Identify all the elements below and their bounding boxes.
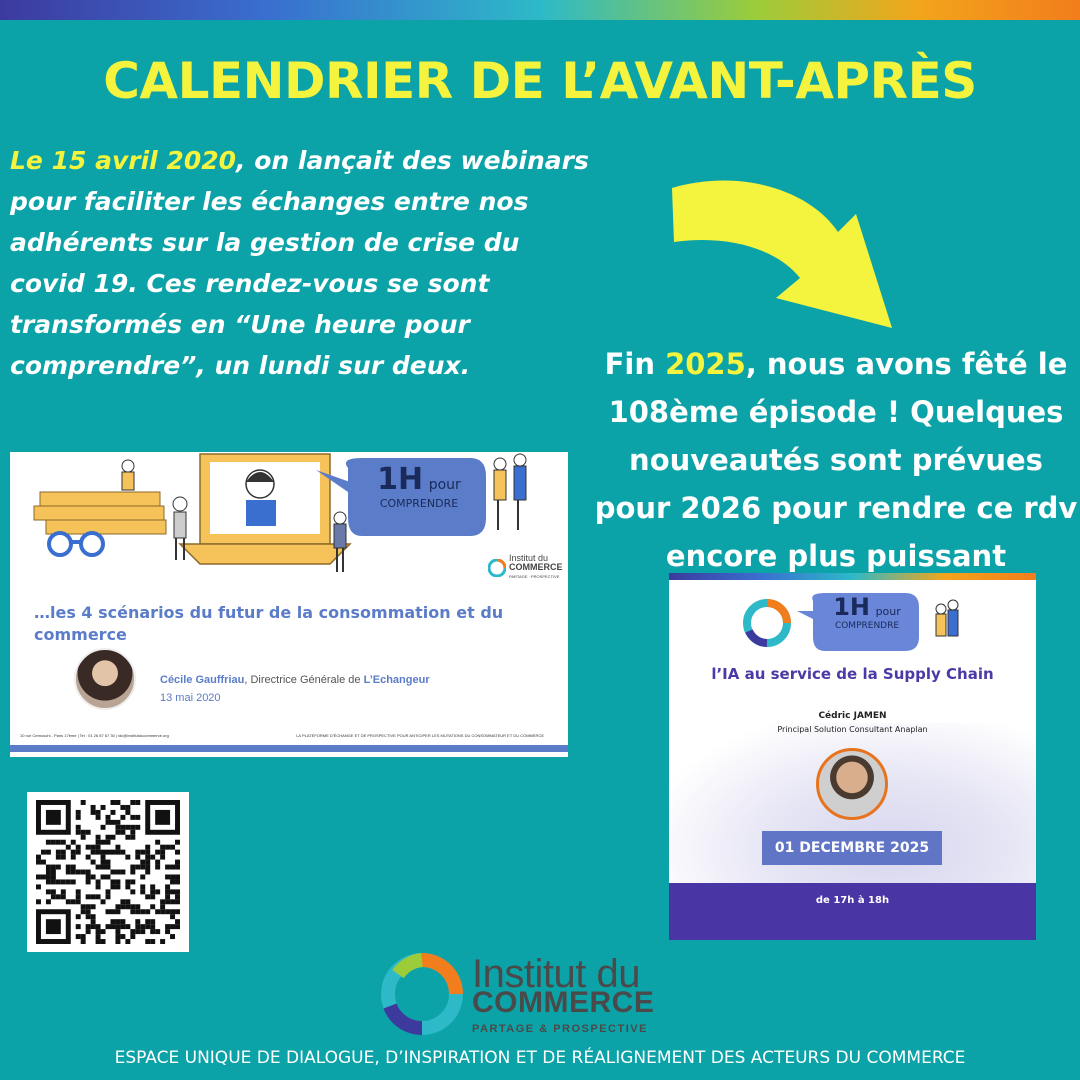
intro-date: Le 15 avril 2020 [10,146,237,175]
one-hour-badge [360,462,478,510]
intro-paragraph [10,140,600,386]
update-prefix: Fin [604,347,666,381]
speaker-name: Cécile Gauffriau [160,674,245,686]
slide-logo-line3: PARTAGE · PROSPECTIVE [509,574,560,579]
logo-line3: PARTAGE & PROSPECTIVE [472,1023,648,1035]
card-one-hour-badge [815,593,919,631]
arrow-icon [660,170,900,340]
card-speaker-photo [816,748,888,820]
tagline: ESPACE UNIQUE DE DIALOGUE, D’INSPIRATION ET DE RÉALIGNEMENT DES ACTEURS DU COMMERCE [114,1048,966,1068]
speaker-role: , Directrice Générale de [244,674,364,686]
card-title: l’IA au service de la Supply Chain [711,665,994,683]
speaker-company: L’Echangeur [363,674,430,686]
update-paragraph [592,340,1080,580]
card-time: de 17h à 18h [815,895,890,906]
slide-footer-right: LA PLATEFORME D’ÉCHANGE ET DE PROSPECTIVE POUR ANTICIPER LES MUTATIONS DU CONSOMMATEUR ET DU COMMERCE [296,733,544,738]
card-speaker-role: Principal Solution Consultant Anaplan [777,725,928,734]
event-card-2025 [669,573,1036,940]
slide-bottom-bar [10,745,568,752]
slide-logo-line2: COMMERCE [509,562,563,572]
logo-line1: Institut du [472,952,640,996]
qr-code-pattern [35,800,181,944]
update-year: 2025 [665,347,746,381]
slide-footer-left: 10 rue Cernuschi - Paris 17ème | Tel : 01 26 87 67 30 | idc@institutducommerce.org [20,733,169,738]
speaker-photo [74,648,136,710]
slide-logo-line1: Institut du [509,553,549,563]
card-gradient-bar [669,573,1036,580]
slide-title: …les 4 scénarios du futur de la consommation et du commerce [34,603,504,644]
intro-text: , on lançait des webinars pour faciliter les échanges entre nos adhérents sur la gestion de crise du covid 19. Ces rendez-vous se sont transformés en “Une heure pour comprendre”, un lundi sur deux. [10,146,589,380]
slide-logo [488,554,563,581]
card-date: 01 DECEMBRE 2025 [762,831,942,865]
badge-small: pour [428,477,461,493]
card-bottom-band [669,883,1036,940]
page-title: CALENDRIER DE L’AVANT-APRÈS [103,52,977,110]
webinar-illustration [10,452,568,592]
card-speaker-name: Cédric JAMEN [818,711,887,721]
qr-code[interactable] [27,792,189,952]
gradient-top-bar [0,0,1080,20]
badge-bottom: COMPRENDRE [379,497,459,510]
card-badge-bottom: COMPRENDRE [834,621,900,631]
slide-date: 13 mai 2020 [160,692,221,704]
badge-big: 1H [377,462,424,497]
webinar-slide-2020 [10,452,568,757]
card-badge-big: 1H [833,593,870,621]
institut-logo-icon [488,559,506,577]
card-badge-small: pour [875,605,901,618]
speaker-line [160,674,430,686]
update-text: , nous avons fêté le 108ème épisode ! Quelques nouveautés sont prévues pour 2026 pour rendre ce rdv encore plus puissant [594,347,1078,573]
logo-line2: COMMERCE [472,986,655,1019]
